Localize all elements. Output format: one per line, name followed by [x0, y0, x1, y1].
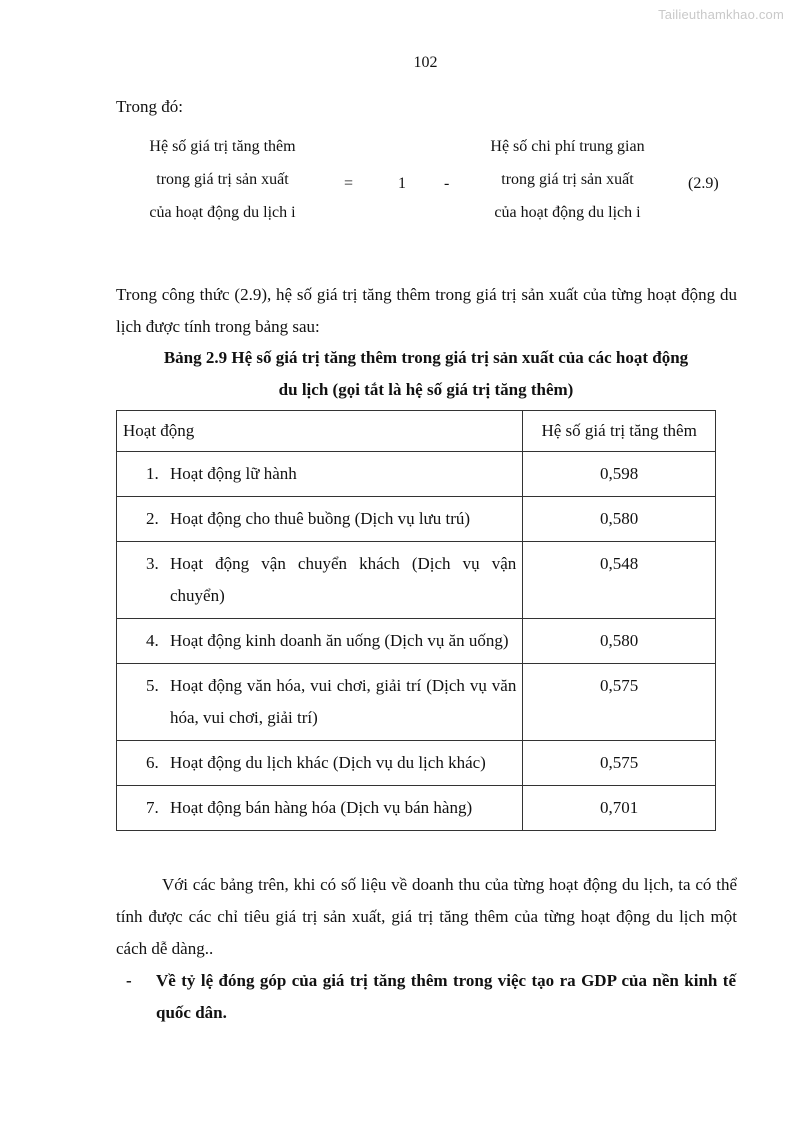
row-number: 7. — [146, 798, 159, 817]
value-added-coefficient-table — [116, 410, 716, 831]
watermark: Tailieuthamkhao.com — [658, 7, 784, 22]
activity-label: Hoạt động lữ hành — [170, 464, 297, 483]
row-number: 1. — [146, 464, 159, 483]
table-row — [117, 664, 716, 741]
activity-cell — [117, 497, 523, 542]
formula-right-term — [460, 130, 675, 229]
coefficient-value: 0,701 — [523, 786, 716, 831]
table-row — [117, 619, 716, 664]
formula-equals: = — [344, 175, 354, 192]
coefficient-value: 0,575 — [523, 741, 716, 786]
table-row — [117, 542, 716, 619]
formula-right-line: trong giá trị sản xuất — [501, 171, 634, 188]
formula-right-line: Hệ số chi phí trung gian — [490, 138, 645, 155]
activity-cell — [117, 542, 523, 619]
formula-left-line: trong giá trị sản xuất — [156, 171, 289, 188]
header-activity: Hoạt động — [117, 411, 523, 452]
activity-label: Hoạt động du lịch khác (Dịch vụ du lịch khác) — [170, 753, 486, 772]
formula-left-line: Hệ số giá trị tăng thêm — [149, 138, 296, 155]
table-row — [117, 786, 716, 831]
bullet-heading — [126, 965, 736, 1029]
coefficient-value: 0,598 — [523, 452, 716, 497]
row-number: 2. — [146, 509, 159, 528]
table-row — [117, 497, 716, 542]
bullet-dash: - — [126, 971, 132, 990]
table-row — [117, 741, 716, 786]
coefficient-value: 0,548 — [523, 542, 716, 619]
activity-label: Hoạt động vận chuyển khách (Dịch vụ vận chuyển) — [170, 554, 517, 605]
activity-cell — [117, 786, 523, 831]
row-number: 6. — [146, 753, 159, 772]
row-number: 5. — [146, 676, 159, 695]
row-number: 4. — [146, 631, 159, 650]
activity-label: Hoạt động bán hàng hóa (Dịch vụ bán hàng) — [170, 798, 473, 817]
coefficient-value: 0,575 — [523, 664, 716, 741]
intro-text: Trong đó: — [116, 97, 183, 116]
activity-cell — [117, 619, 523, 664]
table-header-row — [117, 411, 716, 452]
coefficient-value: 0,580 — [523, 619, 716, 664]
page-number: 102 — [413, 54, 438, 71]
coefficient-value: 0,580 — [523, 497, 716, 542]
table-title-line: Bảng 2.9 Hệ số giá trị tăng thêm trong giá trị sản xuất của các hoạt động — [163, 348, 689, 367]
formula-right-line: của hoạt động du lịch i — [494, 204, 641, 221]
paragraph-formula-note: Trong công thức (2.9), hệ số giá trị tăng thêm trong giá trị sản xuất của từng hoạt động du lịch được tính trong bảng sau: — [116, 285, 737, 336]
activity-cell — [117, 664, 523, 741]
formula-left-line: của hoạt động du lịch i — [149, 204, 296, 221]
formula-one: 1 — [398, 175, 406, 192]
header-coefficient: Hệ số giá trị tăng thêm — [523, 411, 716, 452]
activity-label: Hoạt động văn hóa, vui chơi, giải trí (Dịch vụ văn hóa, vui chơi, giải trí) — [170, 676, 517, 727]
table-title — [116, 342, 736, 406]
formula-minus: - — [444, 175, 450, 192]
row-number: 3. — [146, 554, 159, 573]
activity-cell — [117, 452, 523, 497]
formula-left-term — [120, 130, 325, 229]
paragraph-conclusion: Với các bảng trên, khi có số liệu về doanh thu của từng hoạt động du lịch, ta có thể tính được các chỉ tiêu giá trị sản xuất, giá trị tăng thêm của từng hoạt động du lịch một cách dễ dàng.. — [116, 875, 737, 958]
bullet-text: Về tỷ lệ đóng góp của giá trị tăng thêm trong việc tạo ra GDP của nền kinh tế quốc dân. — [156, 971, 736, 1022]
activity-cell — [117, 741, 523, 786]
table-title-line: du lịch (gọi tắt là hệ số giá trị tăng thêm) — [278, 380, 574, 399]
activity-label: Hoạt động kinh doanh ăn uống (Dịch vụ ăn uống) — [170, 631, 509, 650]
formula-number: (2.9) — [688, 175, 719, 192]
activity-label: Hoạt động cho thuê buồng (Dịch vụ lưu trú) — [170, 509, 471, 528]
table-row — [117, 452, 716, 497]
formula-2-9 — [0, 130, 794, 230]
